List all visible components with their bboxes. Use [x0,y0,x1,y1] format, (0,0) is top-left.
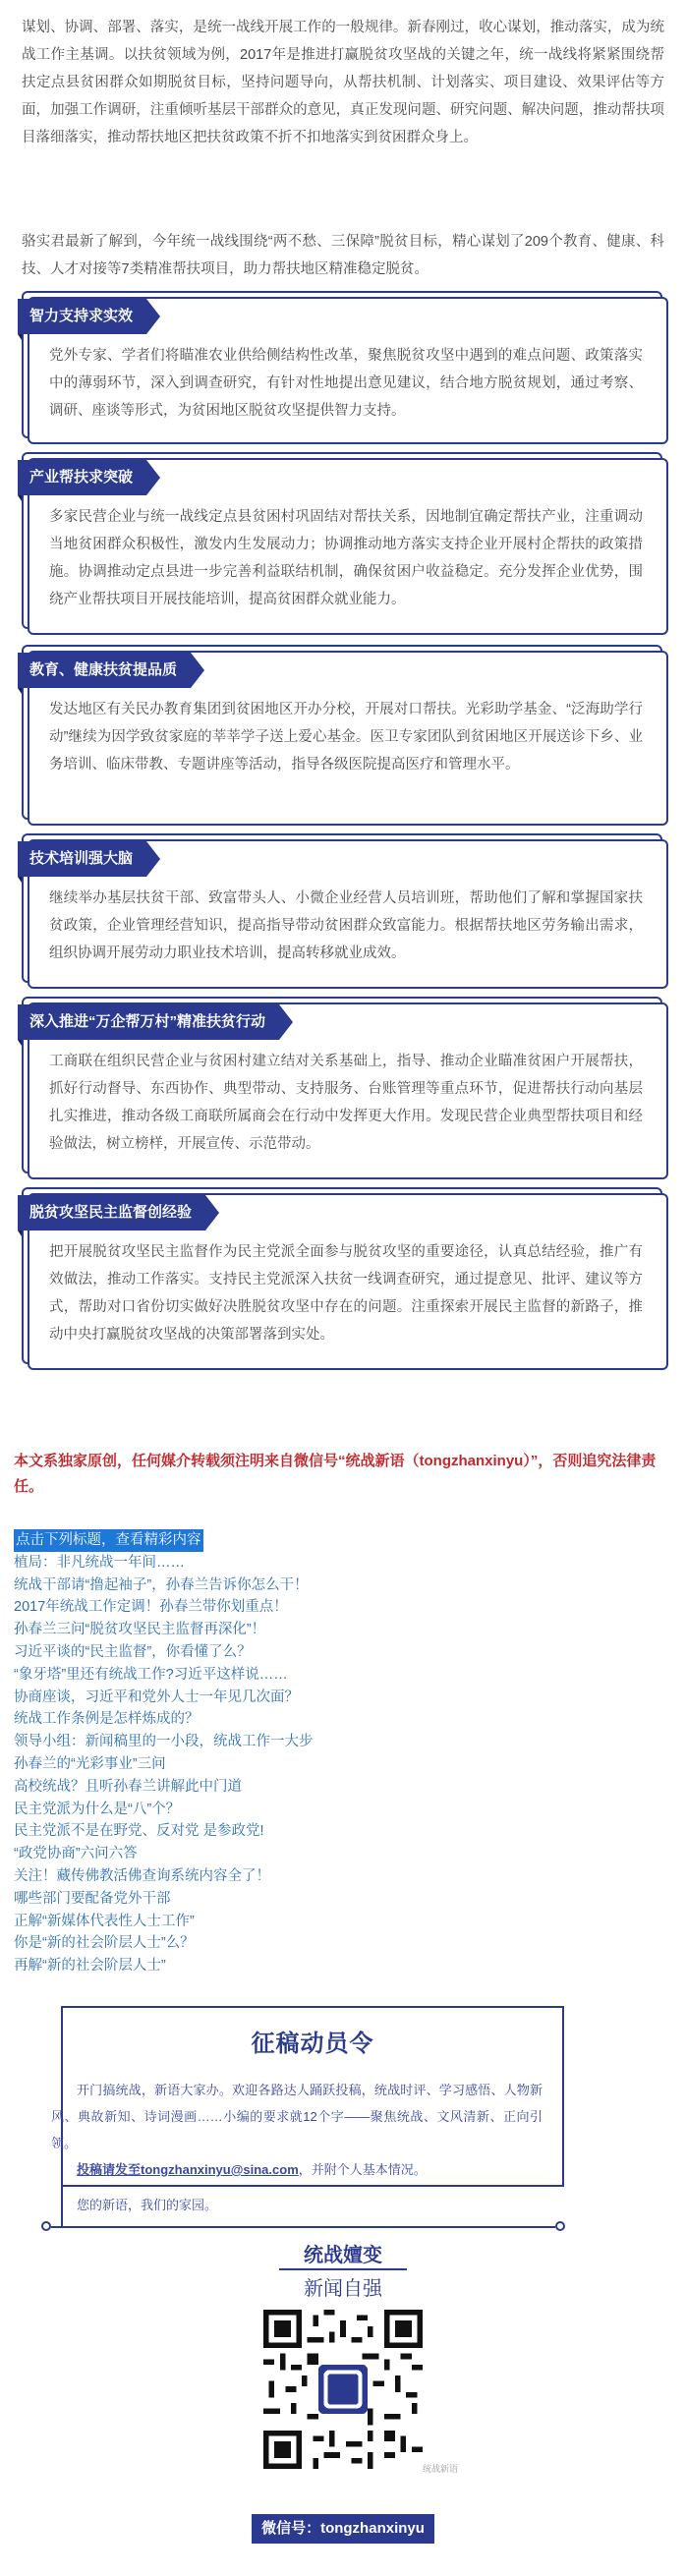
related-link[interactable]: 孙春兰的“光彩事业”三问 [14,1755,166,1772]
related-link[interactable]: 再解“新的社会阶层人士” [14,1958,166,1975]
section-title: 技术培训强大脑 [18,841,146,877]
related-link[interactable]: 协商座谈，习近平和党外人士一年见几次面？ [14,1689,299,1705]
section-title: 产业帮扶求突破 [18,460,146,495]
related-link[interactable]: 高校统战？且听孙春兰讲解此中门道 [14,1778,242,1795]
related-link[interactable]: 2017年统战工作定调！孙春兰带你划重点！ [14,1599,288,1616]
related-link[interactable]: 习近平谈的“民主监督”，你看懂了么？ [14,1643,252,1660]
recruit-paragraph-3: 您的新语，我们的家园。 [77,2198,218,2212]
section-card [22,645,662,820]
section-text: 工商联在组织民营企业与贫困村建立结对关系基础上，指导、推动企业瞄准贫困户开展帮扶，抓好行动督导、东西协作、典型带动、支持服务、台账管理等重点环节，促进帮扶行动向基层扎实推进，推动各级工商联所属商会在行动中发挥更大作用。发现民营企业典型帮扶项目和经验做法，树立榜样，开展宣传、示范带动。 [49,1054,643,1152]
wechat-id-bar: 微信号：tongzhanxinyu [252,2514,434,2544]
section-title: 深入推进“万企帮万村”精准扶贫行动 [18,1004,279,1040]
intro-paragraph-1: 谋划、协调、部署、落实，是统一战线开展工作的一般规律。新春刚过，收心谋划，推动落实，成为统战工作主基调。以扶贫领域为例，2017年是推进打赢脱贫攻坚战的关键之年，统一战线将紧紧围绕帮扶定点县贫困群众如期脱贫目标，坚持问题导向，从帮扶机制、计划落实、项目建设、效果评估等方面，加强工作调研，注重倾听基层干部群众的意见，真正发现问题、研究问题、解决问题，推动帮扶项目落细落实，推动帮扶地区把扶贫政策不折不扣地落实到贫困群众身上。 [22,20,664,145]
section-card [22,291,662,438]
related-link[interactable]: 关注！藏传佛教活佛查询系统内容全了！ [14,1867,270,1884]
recruit-paragraph-2: 投稿请发至tongzhanxinyu@sina.com，并附个人基本情况。 [77,2162,427,2177]
related-links-header: 点击下列标题，查看精彩内容 [14,1529,672,1552]
section-text: 把开展脱贫攻坚民主监督作为民主党派全面参与脱贫攻坚的重要途径，认真总结经验，推广有效做法，推动工作落实。支持民主党派深入扶贫一线调查研究，通过提意见、批评、建议等方式，帮助对口省份切实做好决胜脱贫攻坚中存在的问题。注重探索开展民主监督的新路子，推动中央打赢脱贫攻坚战的决策部署落到实处。 [49,1244,643,1343]
related-link[interactable]: 哪些部门要配备党外干部 [14,1890,171,1907]
related-link[interactable]: 正解“新媒体代表性人士工作” [14,1913,195,1929]
recruit-decoration [555,2221,565,2231]
brand-slogan-1: 统战嬗变 [304,2245,382,2266]
section-card [22,1187,662,1364]
related-link[interactable]: 领导小组：新闻稿里的一小段，统战工作一大步 [14,1734,314,1750]
related-link[interactable]: 统战干部请“撸起袖子”，孙春兰告诉你怎么干！ [14,1576,309,1593]
section-card [22,997,662,1174]
section-text: 多家民营企业与统一战线定点县贫困村巩固结对帮扶关系，因地制宜确定帮扶产业，注重调动当地贫困群众积极性，激发内生发展动力；协调推动地方落实支持企业开展村企帮扶的政策措施。协调推动定点县进一步完善利益联结机制，确保贫困户收益稳定。充分发挥企业优势，围绕产业帮扶项目开展技能培训，提高贫困群众就业能力。 [49,509,643,607]
qr-caption: 统战新语 [423,2464,459,2474]
intro-paragraph-2: 骆实君最新了解到，今年统一战线围绕“两不愁、三保障”脱贫目标，精心谋划了209个教育、健康、科技、人才对接等7类精准帮扶项目，助力帮扶地区精准稳定脱贫。 [22,234,664,277]
section-card [22,833,662,983]
related-link[interactable]: 统战工作条例是怎样炼成的？ [14,1711,200,1728]
related-link[interactable]: 植局：非凡统战一年间…… [14,1554,185,1571]
copyright-notice: 本文系独家原创，任何媒介转载须注明来自微信号“统战新语（tongzhanxinyu）”，否则追究法律责任。 [14,1453,657,1495]
recruit-decoration [41,2221,51,2231]
section-text: 发达地区有关民办教育集团到贫困地区开办分校，开展对口帮扶。光彩助学基金、“泛海助学行动”继续为因学致贫家庭的莘莘学子送上爱心基金。医卫专家团队到贫困地区开展送诊下乡、业务培训、临床带教、专题讲座等活动，指导各级医院提高医疗和管理水平。 [49,702,643,773]
recruit-title: 征稿动员令 [251,2031,374,2057]
section-title: 智力支持求实效 [18,299,146,334]
related-link[interactable]: “政党协商”六问六答 [14,1846,138,1862]
related-links-list [14,1529,672,1977]
recruit-paragraph-1: 开门搞统战，新语大家办。欢迎各路达人踊跃投稿，统战时评、学习感悟、人物新风、典故新知、诗词漫画……小编的要求就12个字——聚焦统战、文风清新、正向引领。 [51,2083,543,2150]
related-link[interactable]: 民主党派为什么是“八”个？ [14,1801,181,1817]
recruit-email-link[interactable]: 投稿请发至tongzhanxinyu@sina.com [77,2162,299,2177]
related-link[interactable]: 民主党派不是在野党、反对党 是参政党! [14,1823,264,1840]
brand-slogan-2: 新闻自强 [304,2278,382,2300]
section-title: 教育、健康扶贫提品质 [18,653,191,688]
related-link[interactable]: “象牙塔”里还有统战工作?习近平这样说…… [14,1666,288,1683]
section-card [22,452,662,629]
brand-divider [279,2268,407,2270]
section-text: 继续举办基层扶贫干部、致富带头人、小微企业经营人员培训班，帮助他们了解和掌握国家扶贫政策，企业管理经营知识，提高指导带动贫困群众致富能力。根据帮扶地区劳务输出需求，组织协调开展劳动力职业技术培训，提高转移就业成效。 [49,890,643,961]
recruit-decoration [51,2226,555,2228]
related-link[interactable]: 你是“新的社会阶层人士”么？ [14,1935,195,1952]
qr-code-image [263,2310,423,2469]
related-link[interactable]: 孙春兰三问“脱贫攻坚民主监督再深化”！ [14,1622,266,1638]
section-text: 党外专家、学者们将瞄准农业供给侧结构性改革，聚焦脱贫攻坚中遇到的难点问题、政策落实中的薄弱环节，深入到调查研究，有针对性地提出意见建议，结合地方脱贫规划，通过考察、调研、座谈等形式，为贫困地区脱贫攻坚提供智力支持。 [49,348,643,419]
section-title: 脱贫攻坚民主监督创经验 [18,1195,205,1231]
